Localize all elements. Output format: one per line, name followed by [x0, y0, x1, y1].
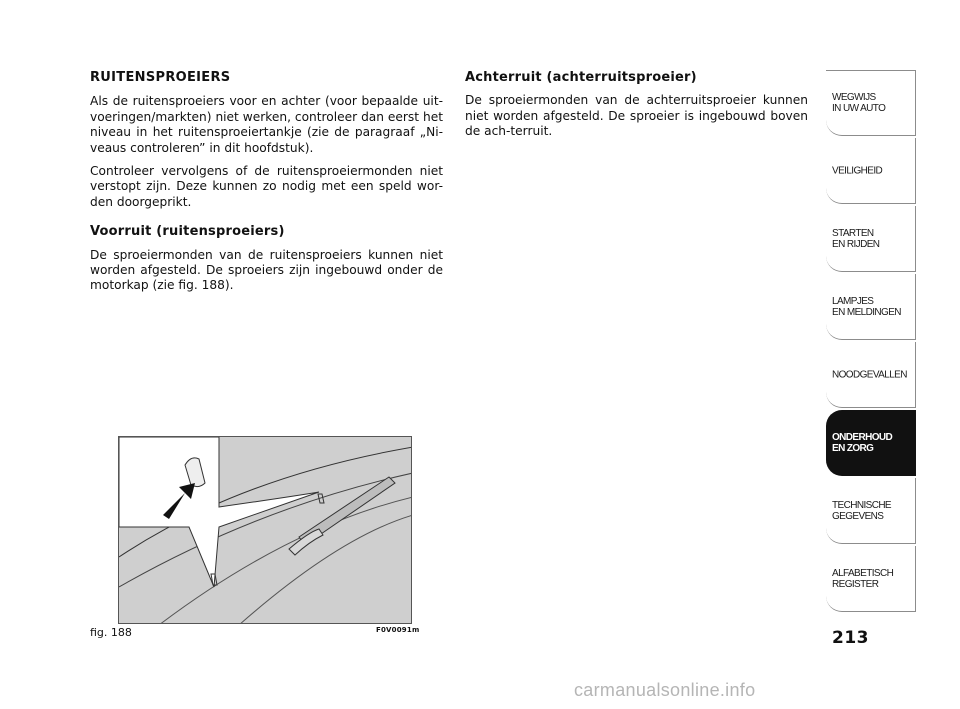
tab-alfabetisch[interactable]: [826, 546, 916, 612]
left-column: [90, 70, 443, 302]
paragraph: Controleer vervolgens of de ruitensproeiermonden niet verstopt zijn. Deze kunnen zo nodig met een speld wor-den doorgeprikt.: [90, 164, 443, 209]
nozzle-marker-shape: [318, 494, 324, 503]
subheading-rear-window: Achterruit (achterruitsproeier): [465, 70, 697, 85]
tab-label: LAMPJES EN MELDINGEN: [832, 295, 901, 318]
tab-noodgevallen[interactable]: [826, 342, 916, 408]
tab-onderhoud[interactable]: [826, 410, 916, 476]
subheading-front-window: Voorruit (ruitensproeiers): [90, 224, 285, 240]
tab-lampjes[interactable]: [826, 274, 916, 340]
tab-label: ONDERHOUD EN ZORG: [832, 431, 893, 454]
tab-veiligheid[interactable]: [826, 138, 916, 204]
right-column: [465, 70, 808, 148]
callout-bubble: [119, 437, 319, 587]
tab-label: WEGWIJS IN UW AUTO: [832, 92, 886, 114]
figure-illustration: [118, 436, 412, 624]
tab-starten[interactable]: [826, 206, 916, 272]
tab-label: NOODGEVALLEN: [832, 369, 907, 380]
paragraph: Als de ruitensproeiers voor en achter (voor bepaalde uit-voeringen/markten) niet werken, controleer dan eerst het niveau in het ruitensproeiertankje (zie de paragraaf „Ni-veaus controleren” in dit hoofdstuk).: [90, 94, 443, 155]
tab-technische[interactable]: [826, 478, 916, 544]
page-number: 213: [832, 628, 869, 648]
paragraph: De sproeiermonden van de achterruitsproeier kunnen niet worden afgesteld. De sproeier is ingebouwd boven de ach-terruit.: [465, 93, 808, 139]
figure-code: F0V0091m: [376, 626, 420, 634]
tab-label: VEILIGHEID: [832, 165, 883, 176]
chapter-tabs: [826, 70, 916, 614]
tab-label: STARTEN EN RIJDEN: [832, 227, 880, 250]
figure-caption: fig. 188: [90, 626, 132, 639]
tab-label: TECHNISCHE GEGEVENS: [832, 499, 892, 522]
tab-label: ALFABETISCH REGISTER: [832, 567, 894, 590]
watermark: carmanualsonline.info: [574, 680, 756, 700]
tab-wegwijs[interactable]: [826, 70, 916, 136]
section-heading: RUITENSPROEIERS: [90, 70, 231, 85]
paragraph: De sproeiermonden van de ruitensproeiers kunnen niet worden afgesteld. De sproeiers zijn ingebouwd onder de motorkap (zie fig. 188).: [90, 247, 443, 293]
washer-nozzle-illustration: [119, 437, 412, 624]
